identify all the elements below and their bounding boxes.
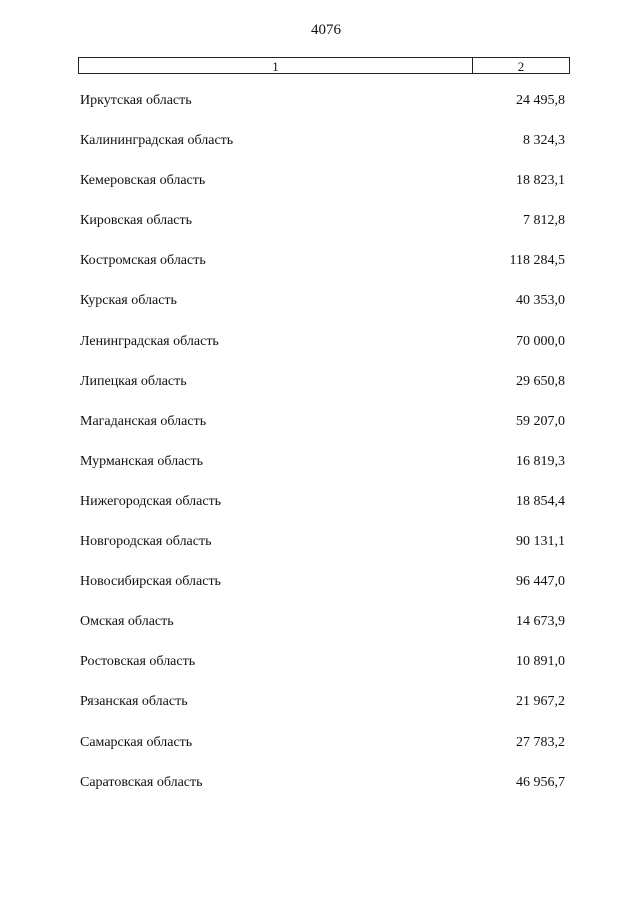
region-value: 7 812,8: [523, 213, 565, 229]
region-name: Магаданская область: [80, 413, 207, 429]
region-value: 24 495,8: [516, 93, 565, 108]
region-value: 14 673,9: [516, 614, 565, 630]
region-value: 18 823,1: [516, 173, 565, 189]
table-row: [80, 130, 565, 170]
region-name: Ленинградская область: [80, 333, 219, 349]
region-value: 96 447,0: [516, 574, 565, 590]
region-name: Иркутская область: [80, 93, 192, 108]
table-row: [80, 331, 565, 371]
table-row: [80, 491, 565, 531]
table-row: [80, 290, 565, 330]
region-name: Липецкая область: [80, 373, 187, 389]
region-value: 16 819,3: [516, 453, 565, 469]
region-name: Кировская область: [80, 213, 193, 229]
table-row: [80, 90, 565, 130]
table-row: [80, 411, 565, 451]
table-row: [80, 571, 565, 611]
table-header: [78, 57, 570, 74]
header-column-2: 2: [517, 59, 525, 74]
region-name: Ростовская область: [80, 654, 196, 670]
region-value: 21 967,2: [516, 694, 565, 710]
table-row: [80, 651, 565, 691]
table-row: [80, 170, 565, 210]
table-row: [80, 371, 565, 411]
table-row: [80, 611, 565, 651]
region-value: 29 650,8: [516, 373, 565, 389]
table-row: [80, 210, 565, 250]
region-name: Нижегородская область: [80, 493, 222, 509]
region-value: 118 284,5: [509, 253, 565, 269]
region-value: 90 131,1: [516, 534, 565, 550]
page-number: 4076: [311, 22, 341, 38]
region-name: Самарская область: [80, 734, 193, 750]
region-value: 27 783,2: [516, 734, 565, 750]
region-name: Мурманская область: [80, 453, 204, 469]
region-name: Омская область: [80, 614, 174, 630]
table-row: [80, 531, 565, 571]
region-value: 59 207,0: [516, 413, 565, 429]
region-name: Калининградская область: [80, 133, 234, 149]
region-name: Курская область: [80, 293, 177, 309]
region-value: 40 353,0: [516, 293, 565, 309]
region-value: 70 000,0: [516, 333, 565, 349]
region-value: 18 854,4: [516, 493, 565, 509]
region-value: 46 956,7: [516, 774, 565, 790]
table-row: [80, 691, 565, 731]
region-name: Новгородская область: [80, 534, 212, 550]
region-name: Рязанская область: [80, 694, 188, 710]
table-row: [80, 772, 565, 812]
region-name: Новосибирская область: [80, 574, 221, 590]
region-name: Костромская область: [80, 253, 206, 269]
table-row: [80, 732, 565, 772]
region-value: 10 891,0: [516, 654, 565, 670]
table-row: [80, 250, 565, 290]
header-column-1: 1: [79, 58, 473, 73]
table-body: [80, 90, 565, 812]
region-name: Кемеровская область: [80, 173, 206, 189]
region-name: Саратовская область: [80, 774, 203, 790]
region-value: 8 324,3: [523, 133, 565, 149]
table-row: [80, 451, 565, 491]
